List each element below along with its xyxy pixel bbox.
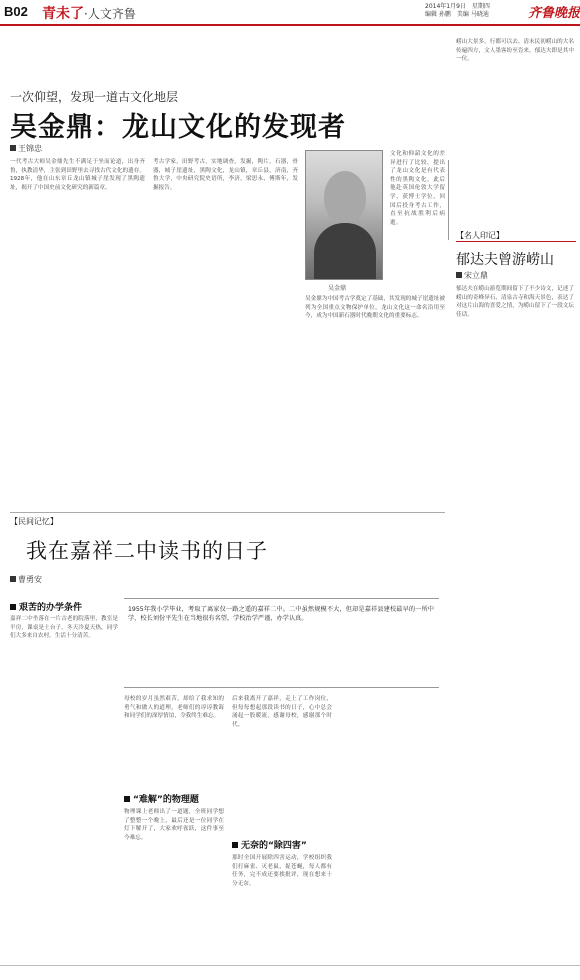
subhead-2-text: “难解”的物理题 bbox=[133, 795, 199, 805]
portrait-photo bbox=[305, 150, 383, 280]
photo-caption: 吴金鼎 bbox=[328, 285, 347, 292]
article1-text-3: 文化和仰韶文化的差异进行了比较，提出了龙山文化是有代表性的黑陶文化。此后他赴英国伦敦大学留学，获博士学位，回国后投身考古工作，直至抗战胜利后病逝。 bbox=[390, 151, 445, 226]
section-name: 青未了 bbox=[42, 6, 84, 22]
subhead-square-icon bbox=[10, 604, 16, 610]
article2-column-2a bbox=[124, 695, 224, 785]
sidebar-divider bbox=[448, 160, 449, 240]
sidebar-title: 郁达夫曾游崂山 bbox=[456, 252, 554, 268]
article2-column-2b bbox=[124, 808, 224, 960]
page-header bbox=[0, 0, 580, 30]
article2-lead bbox=[128, 605, 434, 685]
article2-title: 我在嘉祥二中读书的日子 bbox=[26, 539, 268, 563]
subhead-1-text: 艰苦的办学条件 bbox=[19, 603, 83, 613]
article2-subhead-3 bbox=[232, 838, 307, 851]
sidebar-byline bbox=[456, 270, 488, 281]
sidebar-text-top: 崂山大景多，行都可以去。清末民初崂山的大名传遍四方，文人墨客纷至沓来，郁达夫即是其中一位。 bbox=[456, 39, 574, 63]
article1-column-2b bbox=[153, 290, 298, 503]
article1-column-3 bbox=[305, 295, 445, 505]
section-divider bbox=[10, 512, 445, 513]
issue-meta bbox=[425, 3, 490, 19]
page-number: B02 bbox=[4, 4, 28, 19]
article2-author: 曹勇安 bbox=[18, 575, 42, 584]
article1-kicker: 一次仰望，发现一道古文化地层 bbox=[10, 90, 179, 104]
article2-subhead-2 bbox=[124, 792, 199, 805]
article2-column-3a bbox=[232, 695, 332, 830]
article1-column-4 bbox=[390, 150, 445, 290]
article1-author: 王锦忠 bbox=[18, 144, 42, 153]
article2-byline bbox=[10, 574, 42, 585]
footer-rule bbox=[0, 965, 580, 966]
sidebar-text-body: 郁达夫在崂山游览期间留下了不少诗文，记述了崂山的奇峰异石、清泉古寺和海天景色，表达了对这片山海的喜爱之情，为崂山留下了一段文坛佳话。 bbox=[456, 286, 574, 318]
byline-square-icon bbox=[10, 576, 16, 582]
article2-subhead-1 bbox=[10, 600, 82, 613]
sidebar-column-body bbox=[456, 285, 574, 960]
article2-column-3b bbox=[232, 854, 332, 960]
article1-byline bbox=[10, 143, 42, 154]
article2-tag: 【民间记忆】 bbox=[10, 517, 58, 526]
article2-lead-text: 1955年我小学毕业，考取了离家仅一路之遥的嘉祥二中。二中虽然规模不大，但却是嘉祥县建校最早的一所中学，校长刘份平先生在当地很有名望，学校治学严谨，办学认真。 bbox=[128, 606, 434, 622]
sidebar-tag: 【名人印记】 bbox=[456, 230, 576, 242]
subhead-3-text: 无奈的“除四害” bbox=[241, 841, 307, 851]
article1-text-1: 一代考古大师吴金鼎先生不满足于坐而论道，出身齐鲁，执教清华，主张到田野里去寻找古代文化的遗存。1928年，他在山东章丘龙山镇城子崖发现了黑陶遗址，揭开了中国史前文化研究的新篇章。 bbox=[10, 159, 145, 191]
subhead-square-icon bbox=[232, 842, 238, 848]
article2-text-c: 那时全国开展除四害运动，学校组织我们打麻雀、灭老鼠、捉苍蝇，每人都有任务，完不成还要挨批评，现在想来十分无奈。 bbox=[232, 855, 332, 887]
article2-text-b: 物理课上老师出了一道题，全班同学想了整整一个晚上，最后还是一位同学在灯下解开了，大家欢呼雀跃，这件事至今难忘。 bbox=[124, 809, 224, 841]
article2-lead-box bbox=[124, 598, 439, 688]
sidebar-author: 宋立鼎 bbox=[464, 271, 488, 280]
masthead-logo: 齐鲁晚报 bbox=[528, 6, 580, 21]
article1-column-1 bbox=[10, 158, 145, 503]
article2-column-4 bbox=[340, 695, 445, 960]
byline-square-icon bbox=[10, 145, 16, 151]
article1-title: 吴金鼎：龙山文化的发现者 bbox=[10, 112, 346, 143]
subhead-square-icon bbox=[124, 796, 130, 802]
article2-text-a: 嘉祥二中坐落在一片古老的院落里，教室是平房，课桌是土台子，冬天冷夏天热，同学们大多来自农村，生活十分清苦。 bbox=[10, 616, 118, 640]
section-title bbox=[42, 3, 136, 23]
sidebar-column-top bbox=[456, 38, 574, 223]
article2-text-e: 后来我离开了嘉祥，走上了工作岗位，但每每想起那段读书的日子，心中总会涌起一股暖流，感谢母校，感谢那个时代。 bbox=[232, 696, 332, 728]
header-rule bbox=[0, 24, 580, 26]
article2-text-d: 母校的岁月虽然艰苦，却给了我求知的勇气和做人的道理，老师们的谆谆教诲和同学们的深厚情谊，令我终生难忘。 bbox=[124, 696, 224, 720]
byline-square-icon bbox=[456, 272, 462, 278]
portrait-body bbox=[314, 223, 376, 279]
issue-date: 2014年1月9日 星期四 bbox=[425, 3, 490, 10]
portrait-face bbox=[324, 171, 366, 223]
article1-text-2: 考古学家，田野考古，实地调查，发掘，陶片，石器，骨器，城子崖遗址，黑陶文化，龙山镇，章丘县，济南，齐鲁大学，中央研究院史语所，李济，梁思永，傅斯年，发掘报告。 bbox=[153, 159, 298, 191]
section-subtitle: ·人文齐鲁 bbox=[84, 7, 136, 21]
article1-text-4: 吴金鼎为中国考古学奠定了基础，其发现的城子崖遗址被列为全国重点文物保护单位，龙山文化这一命名沿用至今，成为中国新石器时代晚期文化的重要标志。 bbox=[305, 296, 445, 320]
issue-editors: 编辑 孙鹏 美编 马晓迪 bbox=[425, 11, 489, 18]
article2-column-1 bbox=[10, 615, 118, 960]
